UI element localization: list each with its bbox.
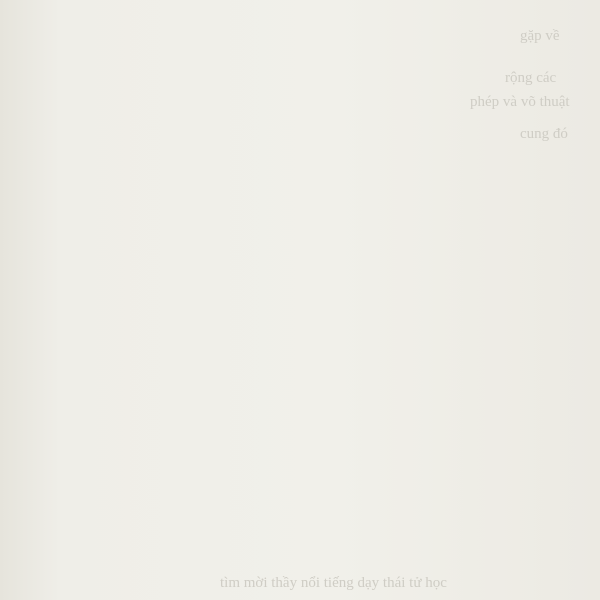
text-line (133, 332, 491, 358)
show-through-text: cung đó (520, 126, 568, 142)
text-line (133, 254, 491, 280)
text-line (133, 436, 491, 462)
text-line (133, 410, 491, 436)
text-line (133, 228, 491, 254)
text-line (133, 280, 491, 306)
text-line (149, 150, 491, 176)
text-line (133, 358, 491, 384)
text-line (133, 566, 491, 586)
text-line (133, 202, 491, 228)
text-line (133, 306, 491, 332)
show-through-text: rộng các (505, 70, 557, 86)
show-through-text: tìm mời thầy nổi tiếng dạy thái tử học (220, 575, 447, 591)
text-line (133, 384, 491, 410)
show-through-text: phép và võ thuật (470, 94, 570, 110)
show-through-text: gặp về (520, 28, 560, 44)
text-line (133, 176, 491, 202)
